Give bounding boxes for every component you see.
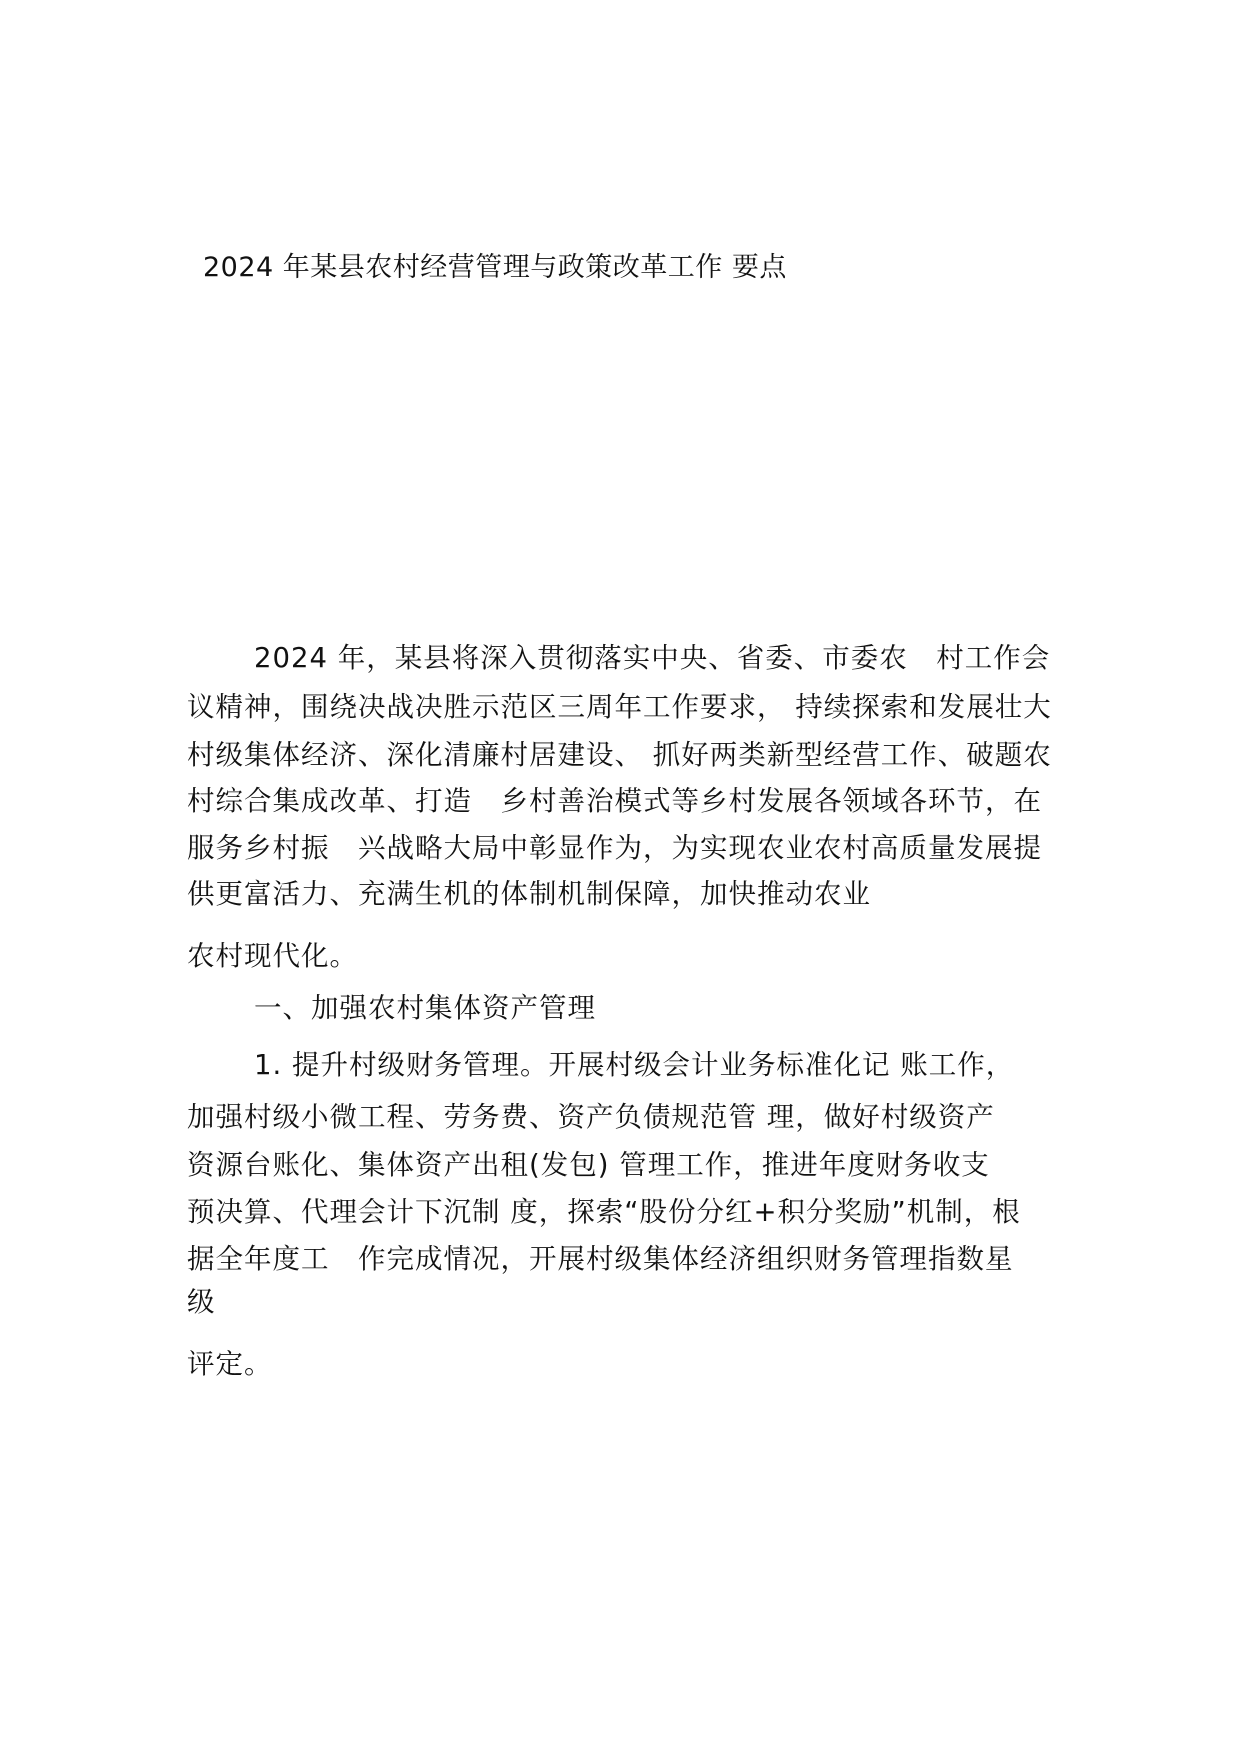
intro-line-5: 服务乡村振 兴战略大局中彰显作为，为实现农业农村高质量发展提: [187, 832, 1042, 864]
intro-line-2: 议精神，围绕决战决胜示范区三周年工作要求， 持续探索和发展壮大: [187, 691, 1052, 723]
section-heading: 一、加强农村集体资产管理: [254, 992, 596, 1024]
item1-line-3: 资源台账化、集体资产出租(发包) 管理工作，推进年度财务收支: [187, 1149, 990, 1181]
item1-line-4: 预决算、代理会计下沉制 度，探索“股份分红+积分奖励”机制，根: [187, 1196, 1021, 1228]
document-title: 2024 年某县农村经营管理与政策改革工作 要点: [203, 252, 787, 283]
intro-line-3: 村级集体经济、深化清廉村居建设、 抓好两类新型经营工作、破题农: [187, 739, 1052, 771]
intro-line-6: 供更富活力、充满生机的体制机制保障，加快推动农业: [187, 878, 871, 910]
intro-line-7: 农村现代化。: [187, 940, 358, 972]
intro-line-1: 2024 年，某县将深入贯彻落实中央、省委、市委农 村工作会: [254, 642, 1051, 674]
item1-line-7: 评定。: [187, 1348, 273, 1380]
item1-line-1: 1. 提升村级财务管理。开展村级会计业务标准化记 账工作，: [254, 1049, 1015, 1081]
item1-line-6: 级: [187, 1286, 216, 1318]
item1-line-5: 据全年度工 作完成情况，开展村级集体经济组织财务管理指数星: [187, 1243, 1014, 1275]
item1-line-2: 加强村级小微工程、劳务费、资产负债规范管 理，做好村级资产: [187, 1101, 995, 1133]
intro-line-4: 村综合集成改革、打造 乡村善治模式等乡村发展各领域各环节，在: [187, 785, 1042, 817]
